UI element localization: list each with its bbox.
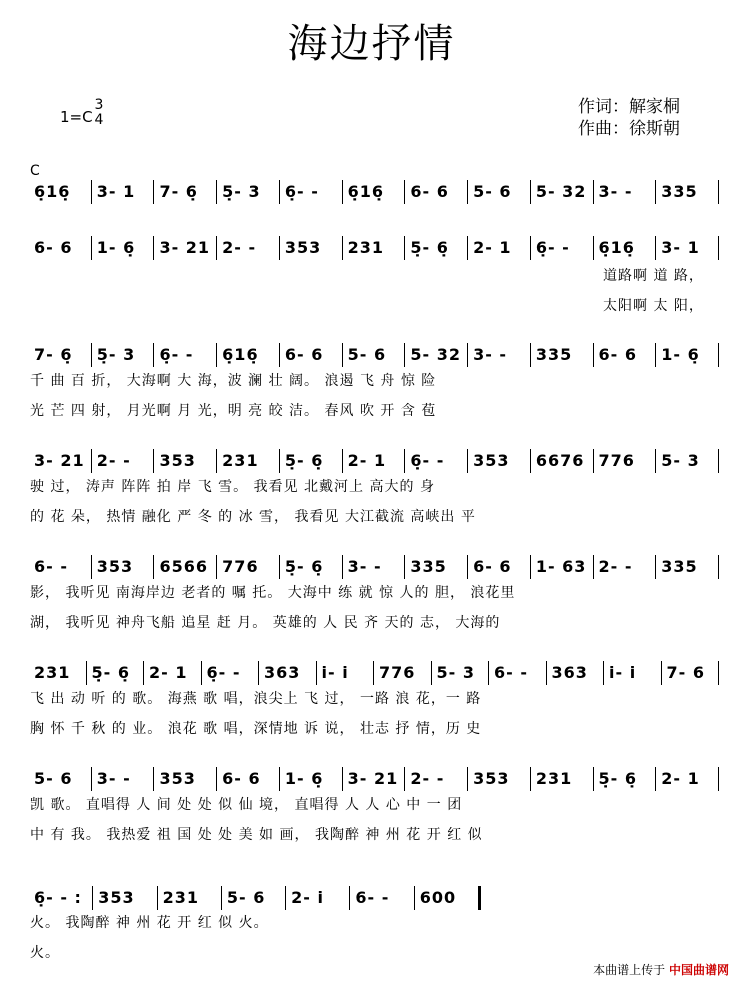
lyric-line-3b: 的 花 朵， 热情 融化 严 冬 的 冰 雪， 我看见 大江截流 高峡出 平 xyxy=(30,509,476,525)
lyricist-credit: 作词：解家桐 xyxy=(578,97,680,117)
measure: 353 xyxy=(159,769,196,788)
bar-line xyxy=(216,343,217,367)
lyric-line-6a: 凯 歌。 直唱得 人 间 处 处 似 仙 境， 直唱得 人 人 心 中 一 团 xyxy=(30,797,463,813)
bar-line xyxy=(655,180,656,204)
bar-line xyxy=(216,236,217,260)
measure: 5- 6 xyxy=(34,769,73,788)
bar-line xyxy=(201,661,202,685)
measure: 5̣- 6̣ xyxy=(284,451,324,470)
bar-line xyxy=(655,449,656,473)
measure: 6̣- - xyxy=(284,182,319,201)
bar-line xyxy=(467,555,468,579)
bar-line xyxy=(546,661,547,685)
bar-line xyxy=(718,767,719,791)
measure: 3- 21 xyxy=(347,769,399,788)
measure: 7- 6̣ xyxy=(159,182,198,201)
measure: 5- 6 xyxy=(347,345,387,364)
bar-line xyxy=(467,343,468,367)
bar-line xyxy=(91,555,92,579)
bar-line xyxy=(153,555,154,579)
measure: 5- 6 xyxy=(473,182,512,201)
measure: 2- - xyxy=(222,238,257,257)
bar-line xyxy=(342,449,343,473)
measure: 1- 6̣ xyxy=(284,769,324,788)
measure: 6̣- - xyxy=(410,451,445,470)
measure: 6- - xyxy=(34,557,68,576)
bar-line xyxy=(467,449,468,473)
measure: 353 xyxy=(473,451,510,470)
bar-line xyxy=(718,555,719,579)
bar-line xyxy=(342,343,343,367)
measure: 3- - xyxy=(473,345,508,364)
bar-line xyxy=(153,180,154,204)
measure: 353 xyxy=(98,888,135,907)
lyric-line-7b: 火。 xyxy=(30,945,60,961)
bar-line xyxy=(718,661,719,685)
measure: 363 xyxy=(264,663,301,682)
measure: 6- 6 xyxy=(410,182,449,201)
measure: 1- 6̣ xyxy=(96,238,136,257)
measure: 3- - xyxy=(347,557,382,576)
measure: 776 xyxy=(598,451,635,470)
bar-line xyxy=(342,767,343,791)
bar-line xyxy=(404,180,405,204)
measure: 2- 1 xyxy=(149,663,188,682)
bar-line xyxy=(216,449,217,473)
lyric-line-1a: 道路啊 道 路， xyxy=(603,268,704,284)
lyric-line-7a: 火。 我陶醉 神 州 花 开 红 似 火。 xyxy=(30,915,269,931)
time-sig-denominator: 4 xyxy=(94,112,104,128)
bar-line xyxy=(530,343,531,367)
measure: 5- 32 xyxy=(410,345,461,364)
bar-line xyxy=(153,343,154,367)
measure: 3- - xyxy=(598,182,633,201)
bar-line xyxy=(404,343,405,367)
bar-line xyxy=(530,555,531,579)
bar-line xyxy=(153,236,154,260)
bar-line xyxy=(258,661,259,685)
bar-line xyxy=(349,886,350,910)
bar-line xyxy=(530,180,531,204)
bar-line xyxy=(216,767,217,791)
bar-line xyxy=(279,236,280,260)
bar-line xyxy=(279,555,280,579)
measure: 6- 6 xyxy=(284,345,324,364)
bar-line xyxy=(143,661,144,685)
composer-credit: 作曲：徐斯朝 xyxy=(578,119,680,139)
bar-line xyxy=(404,555,405,579)
measure: 353 xyxy=(473,769,510,788)
measure: 6- 6 xyxy=(598,345,638,364)
measure: 335 xyxy=(410,557,447,576)
measure: 3- 21 xyxy=(34,451,85,470)
measure: 231 xyxy=(347,238,385,257)
bar-line xyxy=(593,555,594,579)
lyric-line-2b: 光 芒 四 射， 月光啊 月 光，明 亮 皎 洁。 春风 吹 开 含 苞 xyxy=(30,403,437,419)
measure: 600 xyxy=(419,888,457,907)
measure: 6- 6 xyxy=(222,769,261,788)
bar-line xyxy=(414,886,415,910)
measure: 363 xyxy=(551,663,588,682)
measure: 5̣- 6̣ xyxy=(91,663,130,682)
measure: 231 xyxy=(162,888,199,907)
measure: 776 xyxy=(222,557,259,576)
measure: 5̣- 3 xyxy=(96,345,136,364)
bar-line xyxy=(467,180,468,204)
measure: 3- 1 xyxy=(661,238,700,257)
measure: 2- i xyxy=(291,888,324,907)
measure: 335 xyxy=(535,345,573,364)
bar-line xyxy=(593,180,594,204)
bar-line xyxy=(91,236,92,260)
bar-line xyxy=(593,449,594,473)
bar-line xyxy=(91,449,92,473)
measure: 2- 1 xyxy=(661,769,700,788)
footer-site-logo: 中国曲谱网 xyxy=(668,963,729,977)
bar-line xyxy=(431,661,432,685)
measure: 231 xyxy=(535,769,573,788)
bar-line xyxy=(279,343,280,367)
measure: 2- - xyxy=(598,557,633,576)
measure: 6566 xyxy=(159,557,208,576)
key-signature: 1=C xyxy=(60,108,93,126)
measure: 5̣- 3 xyxy=(222,182,261,201)
measure: 6̣16̣ xyxy=(34,182,71,201)
bar-line xyxy=(718,236,719,260)
measure: 2- - xyxy=(96,451,131,470)
lyric-line-5a: 飞 出 动 听 的 歌。 海燕 歌 唱，浪尖上 飞 过， 一路 浪 花，一 路 xyxy=(30,691,482,707)
notation-row-2 xyxy=(30,236,720,260)
measure: 5- 6 xyxy=(226,888,266,907)
footer-credit xyxy=(593,961,729,978)
measure: 6- - xyxy=(355,888,390,907)
measure: 353 xyxy=(96,557,134,576)
bar-line xyxy=(530,449,531,473)
measure: 335 xyxy=(661,182,698,201)
measure: 2- 1 xyxy=(347,451,387,470)
bar-line xyxy=(404,236,405,260)
measure: 1- 6̣ xyxy=(661,345,700,364)
bar-line xyxy=(279,767,280,791)
notation-row-8 xyxy=(30,886,480,910)
measure: 6676 xyxy=(535,451,585,470)
measure: 2- 1 xyxy=(473,238,512,257)
lyric-line-4b: 湖， 我听见 神舟飞船 追星 赶 月。 英雄的 人 民 齐 天的 志， 大海的 xyxy=(30,615,501,631)
bar-line xyxy=(91,343,92,367)
bar-line xyxy=(488,661,489,685)
measure: 6- 6 xyxy=(473,557,512,576)
measure: 6̣- - xyxy=(535,238,570,257)
bar-line xyxy=(216,555,217,579)
measure: 1- 63 xyxy=(535,557,587,576)
measure: 231 xyxy=(222,451,259,470)
measure: 3- 21 xyxy=(159,238,211,257)
bar-line xyxy=(593,236,594,260)
measure: 776 xyxy=(379,663,416,682)
measure: 3- 1 xyxy=(96,182,136,201)
measure: 6- 6 xyxy=(34,238,73,257)
measure: 7- 6̣ xyxy=(34,345,73,364)
measure: 353 xyxy=(159,451,196,470)
measure: 6̣16̣ xyxy=(222,345,259,364)
bar-line xyxy=(718,449,719,473)
measure: 5̣- 6̣ xyxy=(284,557,324,576)
bar-line xyxy=(216,180,217,204)
bar-line xyxy=(655,555,656,579)
bar-line xyxy=(467,236,468,260)
bar-line xyxy=(91,180,92,204)
lyric-line-1b: 太阳啊 太 阳， xyxy=(603,298,704,314)
lyric-line-3a: 驶 过， 涛声 阵阵 拍 岸 飞 雪。 我看见 北戴河上 高大的 身 xyxy=(30,479,435,495)
bar-line xyxy=(404,767,405,791)
notation-row-6 xyxy=(30,661,720,685)
bar-line xyxy=(285,886,286,910)
final-bar-line xyxy=(478,886,481,910)
bar-line xyxy=(279,449,280,473)
measure: 5- 3 xyxy=(436,663,475,682)
bar-line xyxy=(661,661,662,685)
bar-line xyxy=(342,555,343,579)
bar-line xyxy=(593,767,594,791)
bar-line xyxy=(342,180,343,204)
measure: 7- 6 xyxy=(666,663,705,682)
bar-line xyxy=(373,661,374,685)
measure: 6- - xyxy=(494,663,528,682)
bar-line xyxy=(530,236,531,260)
bar-line xyxy=(404,449,405,473)
bar-line xyxy=(655,236,656,260)
chord-symbol: C xyxy=(30,163,40,179)
measure: 3- - xyxy=(96,769,131,788)
measure: 6̣16̣ xyxy=(598,238,635,257)
bar-line xyxy=(603,661,604,685)
measure: 6̣- - : xyxy=(34,888,82,907)
footer-prefix: 本曲谱上传于 xyxy=(593,963,666,977)
bar-line xyxy=(530,767,531,791)
notation-row-7 xyxy=(30,767,720,791)
measure: 5̣- 6̣ xyxy=(410,238,449,257)
bar-line xyxy=(221,886,222,910)
bar-line xyxy=(157,886,158,910)
bar-line xyxy=(153,449,154,473)
lyric-line-6b: 中 有 我。 我热爱 祖 国 处 处 美 如 画， 我陶醉 神 州 花 开 红 似 xyxy=(30,827,483,843)
bar-line xyxy=(92,886,93,910)
measure: i- i xyxy=(321,663,349,682)
song-title: 海边抒情 xyxy=(287,21,456,67)
bar-line xyxy=(342,236,343,260)
notation-row-5 xyxy=(30,555,720,579)
lyric-line-5b: 胸 怀 千 秋 的 业。 浪花 歌 唱，深情地 诉 说， 壮志 抒 情，历 史 xyxy=(30,721,482,737)
bar-line xyxy=(718,343,719,367)
measure: 5- 3 xyxy=(661,451,700,470)
measure: 5̣- 6̣ xyxy=(598,769,638,788)
notation-row-1 xyxy=(30,180,720,204)
bar-line xyxy=(655,767,656,791)
bar-line xyxy=(467,767,468,791)
notation-row-3 xyxy=(30,343,720,367)
time-signature xyxy=(92,98,106,128)
measure: 6̣16̣ xyxy=(347,182,385,201)
measure: 2- - xyxy=(410,769,445,788)
lyric-line-2a: 千 曲 百 折， 大海啊 大 海，波 澜 壮 阔。 浪遏 飞 舟 惊 险 xyxy=(30,373,437,389)
measure: 335 xyxy=(661,557,698,576)
notation-row-4 xyxy=(30,449,720,473)
time-sig-numerator: 3 xyxy=(94,97,104,113)
bar-line xyxy=(86,661,87,685)
measure: 6̣- - xyxy=(206,663,241,682)
measure: 231 xyxy=(34,663,71,682)
measure: i- i xyxy=(609,663,637,682)
measure: 353 xyxy=(284,238,322,257)
measure: 5- 32 xyxy=(535,182,587,201)
bar-line xyxy=(316,661,317,685)
bar-line xyxy=(718,180,719,204)
measure: 6̣- - xyxy=(159,345,194,364)
bar-line xyxy=(91,767,92,791)
bar-line xyxy=(593,343,594,367)
bar-line xyxy=(655,343,656,367)
lyric-line-4a: 影， 我听见 南海岸边 老者的 嘱 托。 大海中 练 就 惊 人的 胆， 浪花里 xyxy=(30,585,516,601)
bar-line xyxy=(279,180,280,204)
bar-line xyxy=(153,767,154,791)
